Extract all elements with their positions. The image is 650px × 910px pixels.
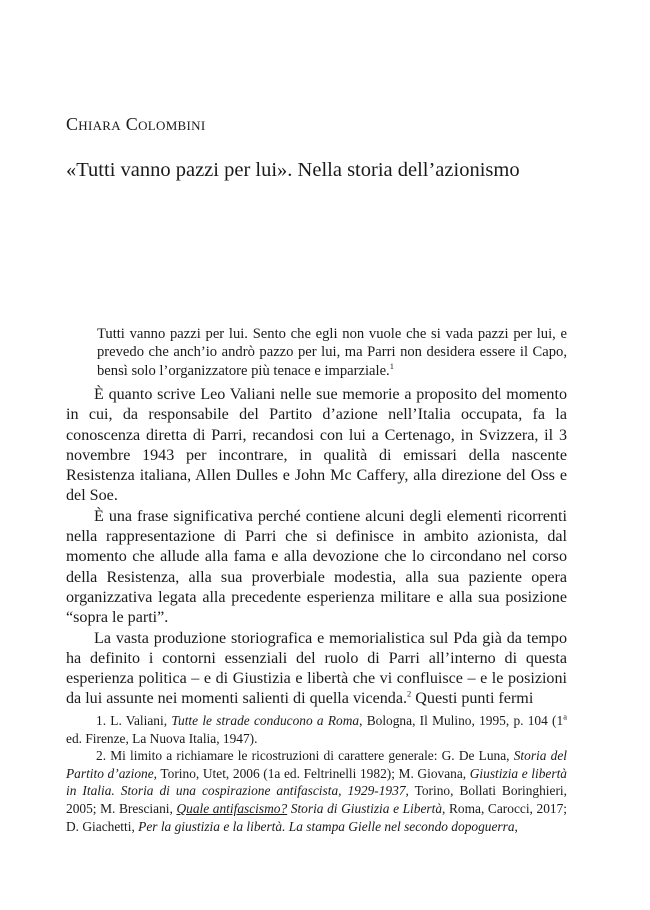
footnote-2: [66, 747, 567, 835]
footnote-1-book-title: Tutte le strade conducono a Roma: [171, 713, 360, 728]
chapter-body: [66, 385, 567, 710]
footnote-2-text: , Torino, Utet, 2006 (1a ed. Feltrinelli 1982); M. Giovana,: [153, 765, 470, 781]
footnote-ref-1[interactable]: 1: [389, 360, 394, 371]
epigraph-quote: [97, 325, 567, 380]
footnote-2-book-title: Giustizia e libertà in Italia. Storia di una cospirazione antifascista, 1929-1937: [66, 765, 567, 799]
footnote-1-text: , Bologna, Il Mulino, 1995, p. 104 (1: [359, 713, 564, 728]
body-paragraph-1: È quanto scrive Leo Valiani nelle sue memorie a proposito del momento in cui, da responsabile del Partito d’azione nell’Italia occupata, fa la conoscenza diretta di Parri, recandosi con lui a Certenago, in Svizzera, il 3 novembre 1943 per incontrare, in qualità di emissari della nascente Resistenza italiana, Allen Dulles e John Mc Caffery, alla direzione del Oss e del Soe.: [66, 386, 567, 505]
footnote-ref-2[interactable]: 2: [407, 689, 412, 700]
footnotes: [66, 712, 567, 835]
footnote-2-book-title: Storia di Giustizia e Libertà: [287, 800, 443, 816]
footnote-2-book-title: Per la giustizia e la libertà. La stampa Gielle nel secondo dopoguerra: [138, 818, 515, 834]
chapter-author: Chiara Colombini: [66, 114, 206, 134]
body-paragraph-3-tail: Questi punti fermi: [411, 690, 534, 708]
footnote-1-text: ed. Firenze, La Nuova Italia, 1947).: [66, 730, 258, 746]
footnote-2-text: , Torino, Bollati Boringhieri, 2005; M. Bresciani,: [66, 783, 567, 816]
footnote-1-text: 1. L. Valiani,: [96, 713, 172, 728]
footnote-1: [66, 712, 567, 747]
footnote-2-text: 2. Mi limito a richiamare le ricostruzioni di carattere generale: G. De Luna,: [96, 748, 514, 764]
chapter-title: «Tutti vanno pazzi per lui». Nella storia dell’azionismo: [66, 159, 520, 181]
footnote-2-book-title: Quale antifascismo?: [176, 800, 288, 816]
body-paragraph-3: [66, 629, 567, 710]
footnote-2-text: , Roma, Carocci, 2017; D. Giachetti,: [66, 800, 567, 834]
epigraph-text: Tutti vanno pazzi per lui. Sento che egli non vuole che si vada pazzi per lui, e prevedo che anch’io andrò pazzo per lui, ma Parri non desidera essere il Capo, bensì solo l’organizzatore più tenace e imparziale.: [97, 326, 567, 379]
body-paragraph-2: È una frase significativa perché contiene alcuni degli elementi ricorrenti nella rappresentazione di Parri che si definisce in ambito azionista, dal momento che allude alla fama e alla devozione che lo circondano nel corso della Resistenza, alla sua proverbiale modestia, alla sua paziente opera organizzativa legata alla precedente esperienza militare e alla sua posizione “sopra le parti”.: [66, 507, 567, 627]
footnote-1-edition-sup: a: [563, 711, 567, 722]
footnote-2-book-title: Storia del Partito d’azione: [66, 748, 567, 781]
footnote-2-text: ,: [514, 818, 518, 834]
body-paragraph-3-text: La vasta produzione storiografica e memorialistica sul Pda già da tempo ha definito i contorni essenziali del ruolo di Parri all’interno di questa esperienza politica – e di Giustizia e libertà che vi confluisce – e le posizioni da lui assunte nei momenti salienti di quella vicenda.: [66, 629, 567, 708]
